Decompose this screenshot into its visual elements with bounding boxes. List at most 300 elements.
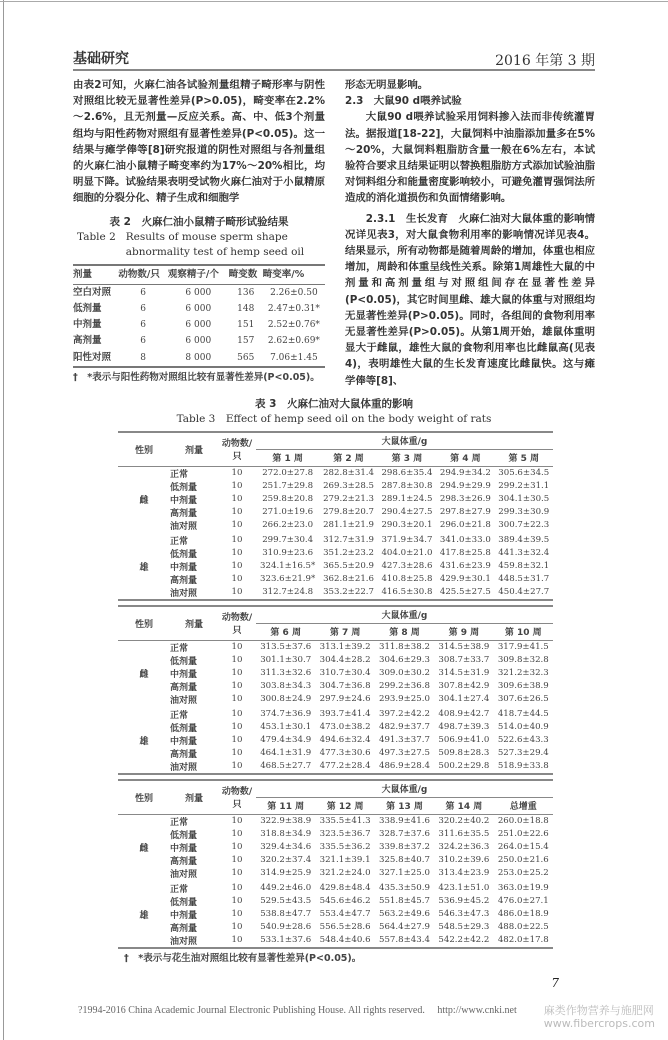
header-week: 第 6 周: [256, 623, 315, 640]
table-header-row: [73, 265, 325, 285]
header-week: 第 8 周: [375, 623, 434, 640]
value-cell: 304.6±29.3: [379, 655, 430, 666]
header-week: 第 12 周: [315, 797, 374, 814]
value-cell: 429.8±48.4: [319, 883, 371, 894]
value-cell: 323.6±21.9*: [260, 574, 316, 585]
dose-cell: 高剂量: [170, 575, 198, 586]
value-cell: 500.2±29.8: [434, 760, 493, 774]
value-cell: 303.8±34.3: [260, 681, 312, 692]
value-cell: 327.1±25.0: [379, 868, 430, 879]
value-cell: 404.0±21.0: [381, 548, 433, 559]
value-cell: 282.8±31.4: [323, 468, 374, 479]
value-cell: 320.2±37.4: [260, 855, 312, 866]
value-cell: 314.9±25.9: [260, 868, 312, 879]
count-cell: 10: [231, 735, 243, 746]
table-row: [118, 880, 553, 895]
table-cell: 151: [237, 320, 255, 331]
value-cell: 304.1±27.4: [438, 694, 490, 705]
value-cell: 314.5±38.9: [438, 642, 490, 653]
footer-row: [78, 1004, 655, 1030]
value-cell: 311.3±32.6: [260, 668, 312, 679]
value-cell: 299.2±31.1: [498, 481, 550, 492]
count-cell: 10: [231, 829, 243, 840]
value-cell: 298.3±26.9: [439, 494, 491, 505]
sex-cell: 雌: [139, 843, 149, 854]
header-week: 第 4 周: [436, 449, 494, 466]
dose-cell: 低剂量: [170, 549, 198, 560]
count-cell: 10: [231, 694, 243, 705]
table3-section-table: [118, 605, 553, 775]
paragraph: 由表2可知，火麻仁油各试验剂量组精子畸形率与阴性对照组比较无显著性差异(P>0.05)，畸变率在2.2%～2.6%，且无剂量—反应关系。高、中、低3个剂量组均与阳性药物对照组有显著性差异(P<0.05)。这一结果与瘫学俸等[8]研究报道的阴性对照组与各剂量组的火麻仁油小鼠精子畸变率约为17%～20%相比，均明显下降。试验结果表明受试物火麻仁油对于小鼠精原细胞的分裂分化、精子生成和细胞学: [73, 79, 325, 205]
table-row: [118, 867, 553, 880]
table-row: [118, 667, 553, 680]
value-cell: 279.2±21.3: [323, 494, 374, 505]
value-cell: 533.1±37.6: [256, 934, 315, 948]
table-row: [118, 828, 553, 841]
value-cell: 548.4±40.6: [315, 934, 374, 948]
value-cell: 522.6±43.3: [497, 735, 549, 746]
copyright-footer: [78, 1004, 527, 1017]
table-row: [118, 921, 553, 934]
header-week: 第 5 周: [495, 449, 553, 466]
value-cell: 308.7±33.7: [438, 655, 490, 666]
table3-caption: 表 3 火麻仁油对大鼠体重的影响: [255, 397, 413, 410]
section-header: 基础研究: [73, 51, 129, 67]
value-cell: 296.0±21.8: [439, 520, 491, 531]
dose-cell: 低剂量: [170, 897, 198, 908]
value-cell: 374.7±36.9: [260, 709, 312, 720]
count-cell: 10: [231, 681, 243, 692]
value-cell: 473.0±38.2: [319, 722, 371, 733]
value-cell: 312.7±24.8: [256, 586, 319, 600]
value-cell: 491.3±37.7: [379, 735, 430, 746]
value-cell: 557.8±43.4: [375, 934, 434, 948]
value-cell: 299.2±36.8: [379, 681, 430, 692]
value-cell: 287.8±30.8: [381, 481, 433, 492]
table2-header-cell: 动物数/只: [118, 265, 168, 285]
dose-cell: 高剂量: [170, 856, 198, 867]
value-cell: 488.0±22.5: [497, 922, 549, 933]
value-cell: 486.9±28.4: [375, 760, 434, 774]
table-cell: 148: [237, 304, 255, 315]
table2-caption-en: Results of mouse sperm shape abnormality test of hemp seed oil: [125, 230, 305, 258]
table-row: [118, 734, 553, 747]
value-cell: 341.0±33.0: [439, 535, 491, 546]
value-cell: 310.2±39.6: [438, 855, 490, 866]
table-cell: 6: [140, 287, 146, 298]
header-week: 第 13 周: [375, 797, 434, 814]
table-row: [118, 573, 553, 586]
header-count: 动物数/只: [218, 780, 256, 815]
page-edge: [3, 0, 4, 1040]
table3-section-table: [118, 779, 553, 949]
header-rule: [73, 69, 595, 71]
table-row: [73, 317, 325, 333]
count-cell: 10: [231, 535, 243, 546]
value-cell: 279.8±20.7: [323, 507, 374, 518]
table2-header-cell: 畸变数: [229, 265, 263, 285]
table-row: [118, 841, 553, 854]
dose-cell: 正常: [170, 710, 189, 721]
count-cell: 10: [218, 934, 256, 948]
value-cell: 311.8±38.2: [379, 642, 430, 653]
value-cell: 321.2±32.3: [497, 668, 549, 679]
table2-caption-en-row: [73, 230, 325, 260]
value-cell: 251.7±29.8: [262, 481, 314, 492]
value-cell: 309.8±32.8: [497, 655, 549, 666]
header-week: 第 10 周: [494, 623, 553, 640]
value-cell: 441.3±32.4: [498, 548, 550, 559]
value-cell: 486.0±18.9: [497, 909, 549, 920]
table-row: [118, 560, 553, 573]
value-cell: 416.5±30.8: [378, 586, 436, 600]
paragraph: 大鼠90 d喂养试验采用饲料掺入法而非传统灌胃法。据报道[18-22]，大鼠饲料中油脂添加量多在5%～20%，大鼠饲料粗脂肪含量一般在6%左右，本试验符合要求且结果证明以替换粗脂肪方式添加试验油脂对饲料组分和能量密度影响较小，可避免灌胃强饲法所造成的消化道损伤和负面情绪影响。: [345, 111, 595, 205]
table-row: [118, 934, 553, 948]
value-cell: 482.0±17.8: [494, 934, 553, 948]
table-cell: 8 000: [185, 352, 212, 363]
table-cell: 低剂量: [73, 303, 102, 315]
count-cell: 10: [231, 520, 243, 531]
value-cell: 468.5±27.7: [256, 760, 315, 774]
header-sex: 性别: [118, 780, 170, 815]
table-cell: 中剂量: [73, 319, 102, 331]
dose-cell: 中剂量: [170, 910, 198, 921]
value-cell: 553.4±47.7: [319, 909, 371, 920]
value-cell: 527.3±29.4: [497, 748, 549, 759]
table-row: [118, 693, 553, 706]
header-week: 第 7 周: [315, 623, 374, 640]
table-cell: 高剂量: [73, 335, 102, 347]
value-cell: 250.0±21.6: [497, 855, 549, 866]
value-cell: 317.9±41.5: [497, 642, 549, 653]
table-cell: 6: [140, 336, 146, 347]
value-cell: 482.9±37.7: [379, 722, 430, 733]
table2-footnote: † *表示与阳性药物对照组比较有显著性差异(P<0.05)。: [73, 371, 320, 383]
value-cell: 494.6±32.4: [319, 735, 371, 746]
value-cell: 297.8±27.9: [439, 507, 491, 518]
table-row: [118, 854, 553, 867]
table-row: [118, 586, 553, 600]
value-cell: 538.8±47.7: [260, 909, 312, 920]
table-row: [118, 760, 553, 774]
table2: [73, 264, 325, 368]
page-top-edge: [0, 1, 668, 2]
table3-footnote: † *表示与花生油对照组比较有显著性差异(P<0.05)。: [124, 952, 362, 964]
table2-body: [73, 284, 325, 367]
value-cell: 307.8±42.9: [438, 681, 490, 692]
value-cell: 253.0±25.2: [497, 868, 549, 879]
table-cell: 136: [237, 287, 255, 298]
table-row: [73, 350, 325, 367]
table-cell: 2.26±0.50: [270, 287, 318, 298]
table-cell: 6 000: [185, 287, 212, 298]
value-cell: 435.3±50.9: [379, 883, 430, 894]
value-cell: 324.2±36.3: [438, 842, 490, 853]
table2-caption: 表 2 火麻仁油小鼠精子畸形试验结果: [109, 215, 289, 228]
table-row: [118, 532, 553, 547]
value-cell: 269.3±28.5: [323, 481, 374, 492]
value-cell: 448.5±31.7: [498, 574, 550, 585]
issue-header: 2016 年第 3 期: [495, 53, 595, 69]
table-header-row: [118, 606, 553, 624]
dose-cell: 油对照: [170, 934, 218, 948]
table-row: [118, 493, 553, 506]
value-cell: 551.8±45.7: [379, 896, 430, 907]
sex-cell: 雄: [118, 880, 170, 948]
value-cell: 564.4±27.9: [379, 922, 430, 933]
right-column: [345, 77, 595, 389]
table3-block: [118, 779, 553, 949]
count-cell: 10: [231, 709, 243, 720]
sex-cell: 雄: [118, 706, 170, 774]
value-cell: 339.8±37.2: [379, 842, 430, 853]
value-cell: 335.5±36.2: [319, 842, 371, 853]
value-cell: 309.6±38.9: [497, 681, 549, 692]
section-heading: 2.3 大鼠90 d喂养试验: [345, 95, 462, 108]
value-cell: 251.0±22.6: [497, 829, 549, 840]
table-row: [118, 480, 553, 493]
table2-header-cell: 剂量: [73, 265, 118, 285]
count-cell: 10: [231, 494, 243, 505]
value-cell: 301.1±30.7: [260, 655, 312, 666]
paragraph: 2.3.1 生长发育 火麻仁油对大鼠体重的影响情况详见表3，对大鼠食物利用率的影响情况详见表4。结果显示，所有动物都是随着周龄的增加，体重也相应增加，周龄和体重呈线性关系。除第1周雄性大鼠的中剂量和高剂量组与对照组间存在显著性差异(P<0.05)，其它时间里雌、雄大鼠的体重与对照组均无显著性差异(P>0.05)。同时，各组间的食物利用率无显著性差异(P>0.05)。从第1周开始，雄鼠体重明显大于雌鼠，雄性大鼠的食物利用率也比雌鼠高(见表4)，表明雄性大鼠的生长发育速度比雌鼠快。这与瘫学俸等[8]、: [345, 212, 595, 387]
value-cell: 329.4±34.6: [260, 842, 312, 853]
value-cell: 264.0±15.4: [497, 842, 549, 853]
value-cell: 429.9±30.1: [439, 574, 491, 585]
value-cell: 362.8±21.6: [323, 574, 374, 585]
header-week: 第 2 周: [319, 449, 377, 466]
table-row: [118, 640, 553, 654]
value-cell: 290.3±20.1: [381, 520, 433, 531]
table-cell: 157: [237, 336, 255, 347]
value-cell: 260.0±18.8: [497, 816, 549, 827]
value-cell: 477.3±30.6: [319, 748, 371, 759]
value-cell: 281.1±21.9: [323, 520, 374, 531]
header-dose: 剂量: [170, 606, 218, 641]
value-cell: 300.7±22.3: [498, 520, 550, 531]
count-cell: 10: [231, 722, 243, 733]
dose-cell: 高剂量: [170, 749, 198, 760]
count-cell: 10: [231, 548, 243, 559]
table-row: [118, 519, 553, 532]
value-cell: 323.5±36.7: [319, 829, 371, 840]
value-cell: 425.5±27.5: [436, 586, 494, 600]
count-cell: 10: [231, 896, 243, 907]
value-cell: 321.2±24.0: [319, 868, 371, 879]
dose-cell: 正常: [170, 884, 189, 895]
value-cell: 300.8±24.9: [260, 694, 312, 705]
value-cell: 417.8±25.8: [439, 548, 491, 559]
table-row: [118, 466, 553, 480]
watermark: [544, 1004, 655, 1030]
table-row: [118, 706, 553, 721]
dose-cell: 油对照: [170, 521, 198, 532]
sex-cell: 雌: [139, 495, 149, 506]
value-cell: 318.8±34.9: [260, 829, 312, 840]
value-cell: 563.2±49.6: [379, 909, 430, 920]
dose-cell: 低剂量: [170, 830, 198, 841]
table-row: [73, 333, 325, 349]
table2-label-en: Table 2: [77, 230, 116, 243]
page-number: 7: [551, 975, 559, 990]
value-cell: 506.9±41.0: [438, 735, 490, 746]
table-cell: 空白对照: [73, 286, 112, 298]
watermark-line: 麻类作物营养与施肥网: [543, 1003, 654, 1017]
value-cell: 453.1±30.1: [260, 722, 312, 733]
value-cell: 304.4±28.2: [319, 655, 371, 666]
dose-cell: 中剂量: [170, 562, 198, 573]
value-cell: 320.2±40.2: [438, 816, 490, 827]
header-dose: 剂量: [170, 780, 218, 815]
table-row: [118, 654, 553, 667]
header-week: 第 9 周: [434, 623, 493, 640]
header-sex: 性别: [118, 432, 170, 467]
table-cell: 6 000: [185, 320, 212, 331]
cnki-link[interactable]: http://www.cnki.net: [437, 1004, 517, 1016]
table2-section: [73, 215, 325, 385]
count-cell: 10: [231, 868, 243, 879]
table3-section: [73, 397, 595, 966]
value-cell: 497.3±27.5: [379, 748, 430, 759]
table3-block: [118, 605, 553, 775]
value-cell: 272.0±27.8: [262, 468, 314, 479]
count-cell: 10: [231, 481, 243, 492]
value-cell: 297.9±24.6: [319, 694, 371, 705]
value-cell: 290.4±27.5: [381, 507, 433, 518]
header-dose: 剂量: [170, 432, 218, 467]
count-cell: 10: [231, 468, 243, 479]
header-weight: 大鼠体重/g: [256, 432, 553, 450]
table-row: [118, 547, 553, 560]
count-cell: 10: [231, 922, 243, 933]
value-cell: 418.7±44.5: [497, 709, 549, 720]
copyright-text: ?1994-2016 China Academic Journal Electronic Publishing House. All rights reserved.: [78, 1004, 425, 1016]
table2-header-cell: 观察精子/个: [168, 265, 229, 285]
table-cell: 阳性对照: [73, 351, 112, 363]
dose-cell: 高剂量: [170, 508, 198, 519]
value-cell: 293.9±25.0: [379, 694, 430, 705]
value-cell: 464.1±31.9: [260, 748, 312, 759]
value-cell: 294.9±34.2: [439, 468, 491, 479]
value-cell: 322.9±38.9: [260, 816, 312, 827]
header-week: 第 11 周: [256, 797, 315, 814]
table2-header-cell: 畸变率/%: [263, 265, 325, 285]
value-cell: 312.7±31.9: [323, 535, 374, 546]
value-cell: 536.9±45.2: [438, 896, 490, 907]
value-cell: 328.7±37.6: [379, 829, 430, 840]
value-cell: 310.9±23.6: [262, 548, 314, 559]
value-cell: 363.0±19.9: [497, 883, 549, 894]
table-cell: 2.62±0.69*: [267, 336, 320, 347]
value-cell: 305.6±34.5: [498, 468, 550, 479]
dose-cell: 正常: [170, 817, 189, 828]
count-cell: 10: [231, 855, 243, 866]
value-cell: 371.9±34.7: [381, 535, 433, 546]
value-cell: 545.6±46.2: [319, 896, 371, 907]
left-column: [73, 77, 325, 385]
value-cell: 479.4±34.9: [260, 735, 312, 746]
header-sex: 性别: [118, 606, 170, 641]
count-cell: 10: [231, 883, 243, 894]
dose-cell: 高剂量: [170, 923, 198, 934]
value-cell: 509.8±28.3: [438, 748, 490, 759]
table-row: [73, 284, 325, 301]
count-cell: 10: [218, 586, 256, 600]
table-cell: 7.06±1.45: [270, 352, 318, 363]
count-cell: 10: [231, 655, 243, 666]
table3-block: [118, 431, 553, 601]
dose-cell: 油对照: [170, 869, 198, 880]
value-cell: 313.1±39.2: [319, 642, 371, 653]
value-cell: 311.6±35.5: [438, 829, 490, 840]
table3: [73, 431, 595, 949]
value-cell: 476.0±27.1: [497, 896, 549, 907]
header-count: 动物数/只: [218, 432, 256, 467]
table3-caption-en: Table 3 Effect of hemp seed oil on the body weight of rats: [176, 412, 492, 425]
header-week: 第 1 周: [256, 449, 319, 466]
value-cell: 299.3±30.9: [498, 507, 550, 518]
table-cell: 2.47±0.31*: [267, 304, 320, 315]
value-cell: 335.5±41.3: [319, 816, 371, 827]
value-cell: 298.6±35.4: [381, 468, 433, 479]
table3-section-table: [118, 431, 553, 601]
value-cell: 450.4±27.7: [495, 586, 553, 600]
value-cell: 477.2±28.4: [315, 760, 374, 774]
dose-cell: 低剂量: [170, 656, 198, 667]
paragraph: 形态无明显影响。: [345, 79, 429, 91]
value-cell: 365.5±20.9: [323, 561, 374, 572]
dose-cell: 高剂量: [170, 682, 198, 693]
value-cell: 498.7±39.3: [438, 722, 490, 733]
table-cell: 2.52±0.76*: [267, 320, 320, 331]
dose-cell: 中剂量: [170, 495, 198, 506]
table-header-row: [118, 432, 553, 450]
header-count: 动物数/只: [218, 606, 256, 641]
count-cell: 10: [231, 561, 243, 572]
table-row: [73, 301, 325, 317]
table-cell: 565: [237, 352, 255, 363]
value-cell: 266.2±23.0: [262, 520, 314, 531]
value-cell: 449.2±46.0: [260, 883, 312, 894]
value-cell: 353.2±22.7: [319, 586, 377, 600]
value-cell: 431.6±23.9: [439, 561, 491, 572]
value-cell: 289.1±24.5: [381, 494, 433, 505]
value-cell: 314.5±31.9: [438, 668, 490, 679]
value-cell: 321.1±39.1: [319, 855, 371, 866]
watermark-line: www.fibercrops.com: [543, 1016, 655, 1030]
value-cell: 518.9±33.8: [494, 760, 553, 774]
value-cell: 325.8±40.7: [379, 855, 430, 866]
table-row: [118, 721, 553, 734]
value-cell: 307.6±26.5: [497, 694, 549, 705]
value-cell: 393.7±41.4: [319, 709, 371, 720]
sex-cell: 雌: [139, 669, 149, 680]
header-week: 总增重: [494, 797, 553, 814]
value-cell: 514.0±40.9: [497, 722, 549, 733]
sex-cell: 雄: [118, 532, 170, 600]
value-cell: 397.2±42.2: [379, 709, 430, 720]
value-cell: 313.4±23.9: [438, 868, 490, 879]
table-row: [118, 747, 553, 760]
value-cell: 410.8±25.8: [381, 574, 433, 585]
dose-cell: 正常: [170, 643, 189, 654]
count-cell: 10: [218, 760, 256, 774]
dose-cell: 油对照: [170, 760, 218, 774]
count-cell: 10: [231, 668, 243, 679]
value-cell: 546.3±47.3: [438, 909, 490, 920]
count-cell: 10: [231, 748, 243, 759]
table-header-row: [118, 780, 553, 798]
